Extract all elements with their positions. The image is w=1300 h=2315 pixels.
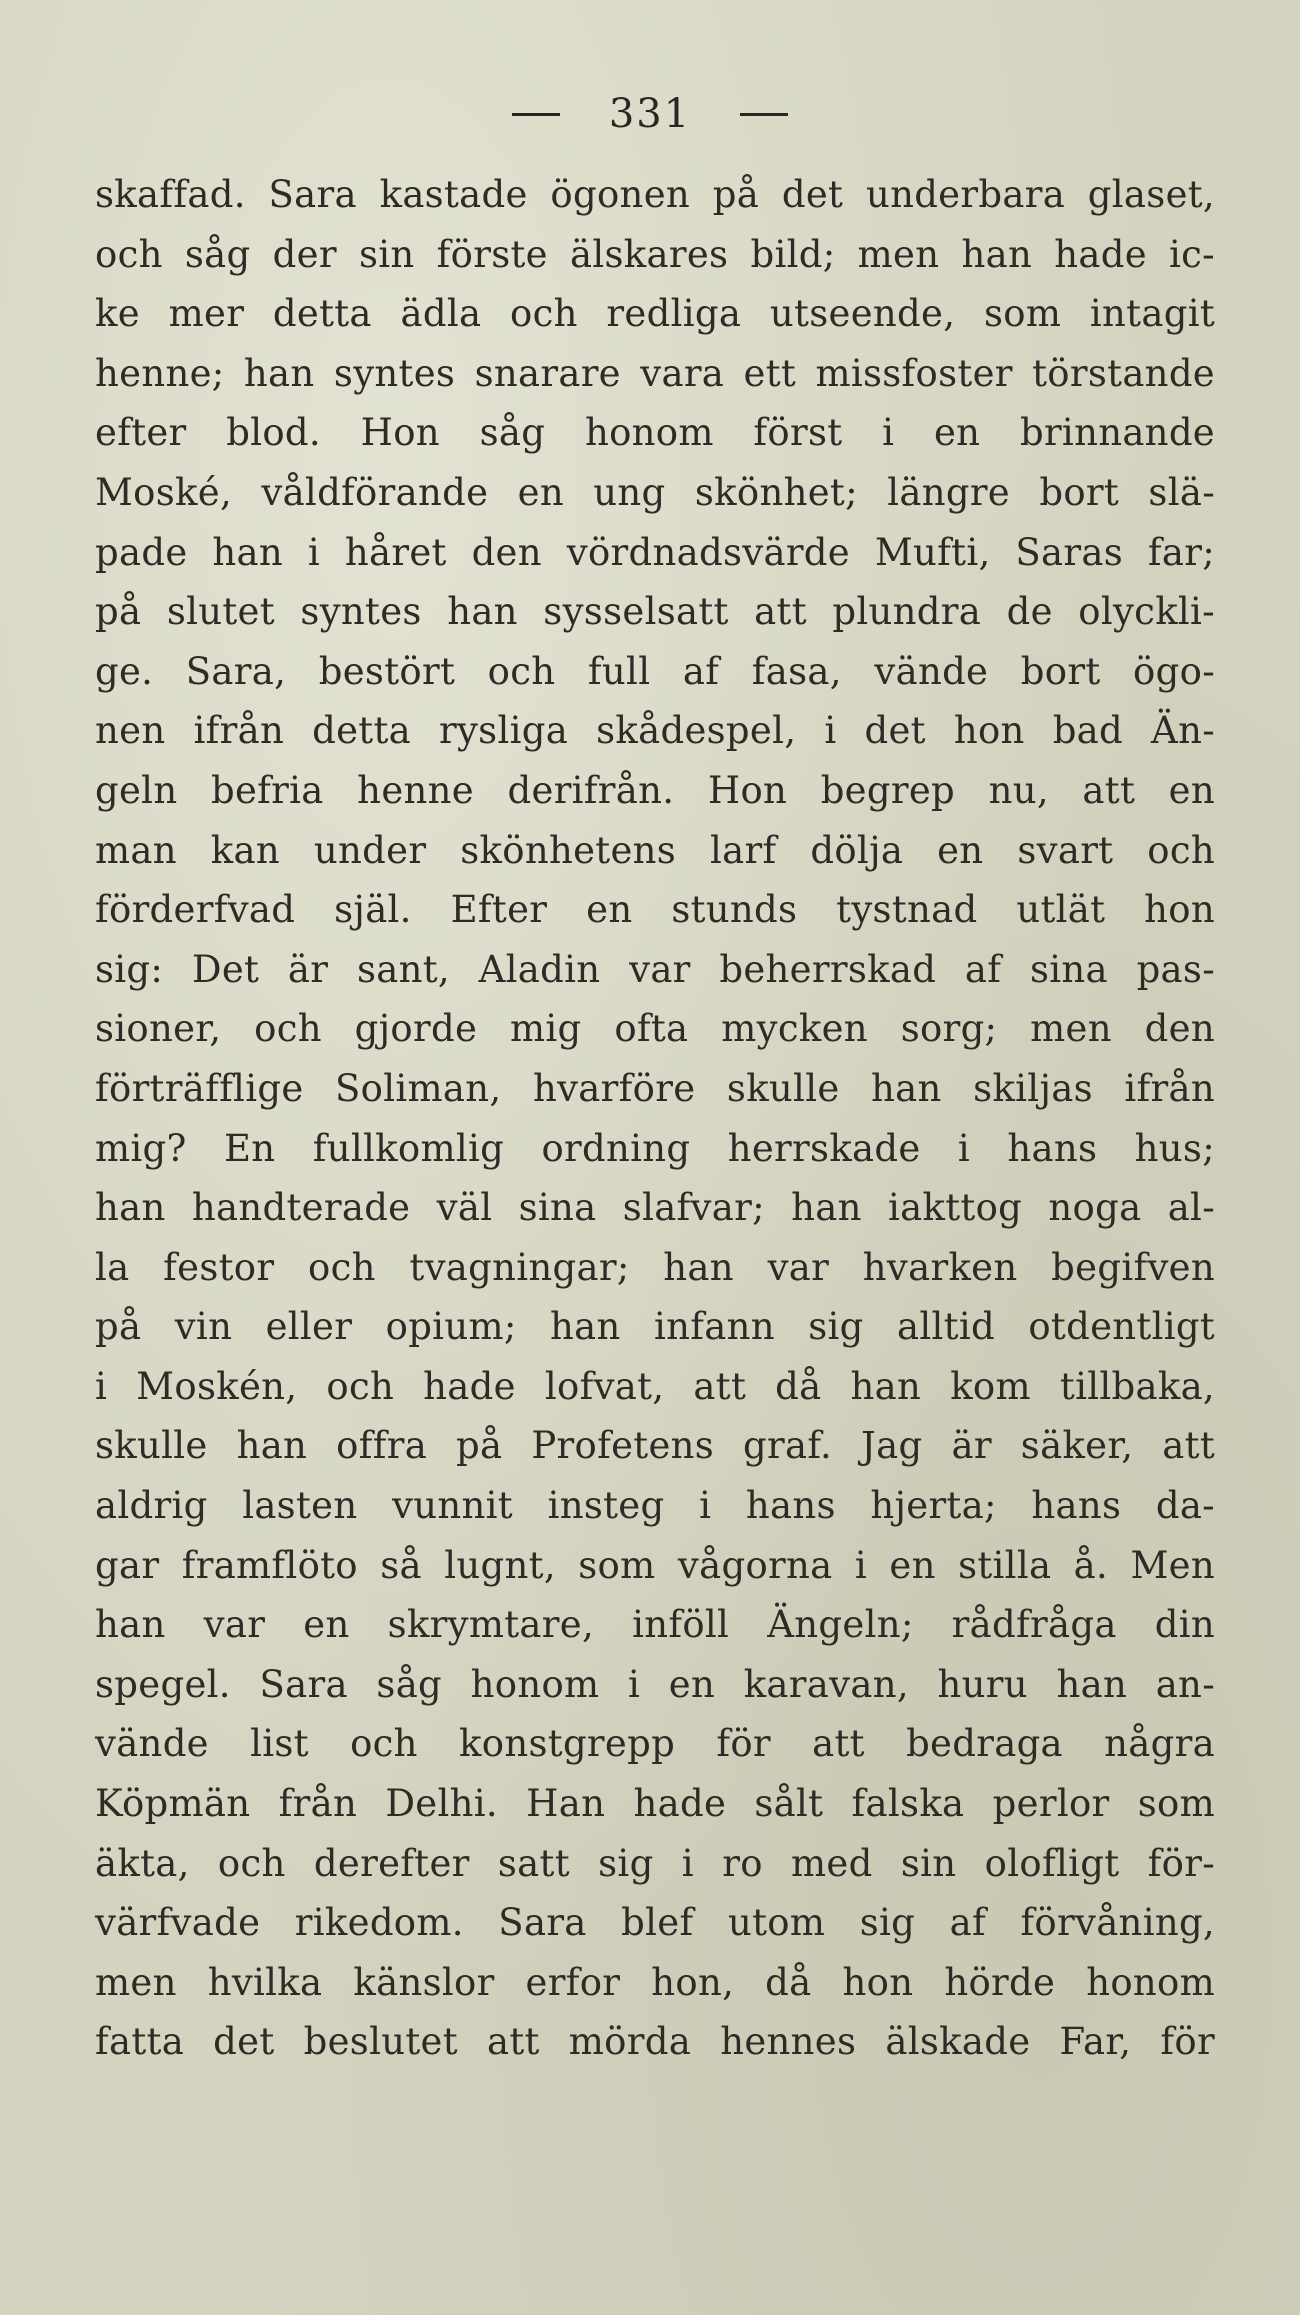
text-line: skaffad. Sara kastade ögonen på det underbara glaset, xyxy=(95,173,1215,216)
text-line: äkta, och derefter satt sig i ro med sin olofligt för- xyxy=(95,1841,1215,1885)
text-line: mig? En fullkomlig ordning herrskade i hans hus; xyxy=(95,1126,1215,1170)
text-line: aldrig lasten vunnit insteg i hans hjerta; hans da- xyxy=(95,1484,1215,1528)
text-line: efter blod. Hon såg honom först i en brinnande xyxy=(95,411,1215,455)
text-line: sig: Det är sant, Aladin var beherrskad af sina pas- xyxy=(95,947,1215,991)
header-dash-right xyxy=(740,113,788,116)
text-line: Köpmän från Delhi. Han hade sålt falska perlor som xyxy=(95,1782,1215,1826)
page-header xyxy=(0,88,1300,137)
text-line: sioner, och gjorde mig ofta mycken sorg; men den xyxy=(95,1007,1215,1051)
text-line: och såg der sin förste älskares bild; men han hade ic- xyxy=(95,232,1215,276)
body-text xyxy=(95,165,1215,2072)
text-line: geln befria henne derifrån. Hon begrep nu, att en xyxy=(95,768,1215,812)
text-line: la festor och tvagningar; han var hvarken begifven xyxy=(95,1245,1215,1289)
text-line: spegel. Sara såg honom i en karavan, huru han an- xyxy=(95,1662,1215,1706)
text-line: ke mer detta ädla och redliga utseende, som intagit xyxy=(95,292,1215,336)
text-line: skulle han offra på Profetens graf. Jag är säker, att xyxy=(95,1424,1215,1468)
text-line: man kan under skönhetens larf dölja en svart och xyxy=(95,828,1215,872)
text-line: han handterade väl sina slafvar; han iakttog noga al- xyxy=(95,1186,1215,1230)
page-number: 331 xyxy=(608,91,692,137)
text-line: nen ifrån detta rysliga skådespel, i det hon bad Än- xyxy=(95,709,1215,753)
text-line: förträfflige Soliman, hvarföre skulle han skiljas ifrån xyxy=(95,1066,1215,1110)
text-line: ge. Sara, bestört och full af fasa, vände bort ögo- xyxy=(95,649,1215,693)
text-line: gar framflöto så lugnt, som vågorna i en stilla å. Men xyxy=(95,1543,1215,1587)
text-line: på vin eller opium; han infann sig alltid otdentligt xyxy=(95,1305,1215,1349)
text-line: Moské, våldförande en ung skönhet; längre bort slä- xyxy=(95,470,1215,514)
text-line: i Moskén, och hade lofvat, att då han kom tillbaka, xyxy=(95,1364,1215,1408)
header-dash-left xyxy=(512,113,560,116)
text-line: fatta det beslutet att mörda hennes älskade Far, för xyxy=(95,2020,1215,2064)
text-line: han var en skrymtare, inföll Ängeln; rådfråga din xyxy=(95,1603,1215,1647)
text-line: pade han i håret den vördnadsvärde Mufti, Saras far; xyxy=(95,530,1215,574)
text-line: vände list och konstgrepp för att bedraga några xyxy=(95,1722,1215,1766)
text-line: men hvilka känslor erfor hon, då hon hörde honom xyxy=(95,1960,1215,2004)
text-line: henne; han syntes snarare vara ett missfoster törstande xyxy=(95,351,1215,395)
text-line: värfvade rikedom. Sara blef utom sig af förvåning, xyxy=(95,1901,1215,1945)
text-line: förderfvad själ. Efter en stunds tystnad utlät hon xyxy=(95,888,1215,932)
text-line: på slutet syntes han sysselsatt att plundra de olyckli- xyxy=(95,590,1215,634)
